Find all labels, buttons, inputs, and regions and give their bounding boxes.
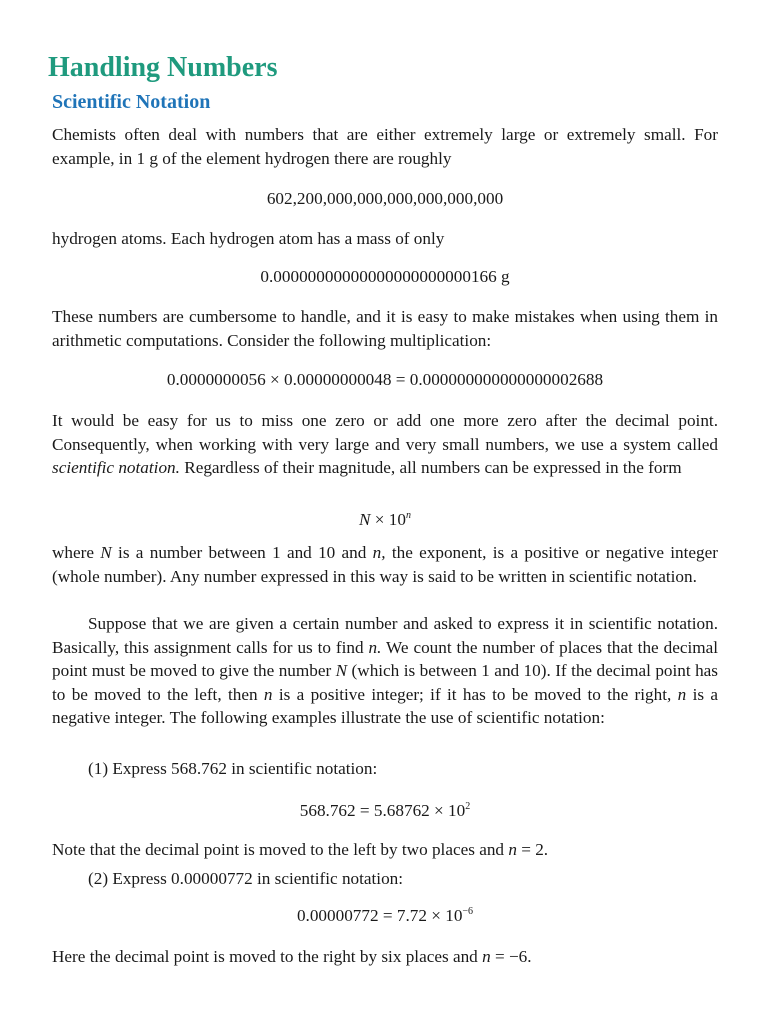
text-run: is a number between 1 and 10 and bbox=[111, 543, 373, 562]
text-run: 568.762 = 5.68762 × 10 bbox=[299, 801, 466, 820]
text-run: = 2. bbox=[516, 840, 549, 859]
variable-n: n bbox=[508, 840, 517, 859]
variable-n: N bbox=[359, 510, 371, 529]
text-run: (which is between 1 and 10). If the decimal point has to be moved to the left, then bbox=[52, 661, 718, 704]
example-1-prompt: (1) Express 568.762 in scientific notation: bbox=[88, 759, 378, 778]
variable-n: n bbox=[263, 684, 273, 704]
paragraph-definition bbox=[52, 541, 718, 588]
note-example-2 bbox=[52, 945, 718, 969]
text-run: Here the decimal point is moved to the right by six places and bbox=[52, 947, 483, 966]
variable-n: N bbox=[100, 543, 112, 562]
equation-general-form bbox=[52, 508, 718, 532]
exponent: 2 bbox=[465, 801, 471, 812]
equation-hydrogen-atoms: 602,200,000,000,000,000,000,000 bbox=[266, 189, 504, 208]
note-example-1 bbox=[52, 838, 718, 862]
paragraph-atom-mass: hydrogen atoms. Each hydrogen atom has a mass of only bbox=[52, 229, 445, 248]
text-run: = −6. bbox=[490, 947, 532, 966]
text-run: We count the number of places that the decimal point must be moved to give the number bbox=[52, 637, 718, 680]
text-run: Suppose that we are given a certain number and asked to express it in scientific notation. Basically, this assignment calls for us to find bbox=[52, 614, 718, 657]
equation-atom-mass: 0.00000000000000000000000166 g bbox=[260, 267, 510, 286]
variable-n: N bbox=[335, 661, 348, 680]
text-run: Note that the decimal point is moved to the left by two places and bbox=[52, 840, 509, 859]
exponent: −6 bbox=[462, 906, 474, 917]
variable-n: n, bbox=[372, 543, 386, 562]
text-run: It would be easy for us to miss one zero or add one more zero after the decimal point. Consequently, when working with very large and very small numbers, we use a system called bbox=[52, 411, 718, 454]
paragraph-cumbersome: These numbers are cumbersome to handle, and it is easy to make mistakes when using them in arithmetic computations. Consider the following multiplication: bbox=[52, 307, 718, 350]
paragraph-procedure bbox=[52, 612, 718, 730]
text-run: the exponent, is a positive or negative integer (whole number). Any number expressed in this way is said to be written in scientific notation. bbox=[52, 543, 718, 586]
term-scientific-notation: scientific notation. bbox=[52, 458, 180, 477]
example-2-prompt: (2) Express 0.00000772 in scientific notation: bbox=[88, 869, 404, 888]
text-run: is a negative integer. The following examples illustrate the use of scientific notation: bbox=[52, 684, 719, 727]
text-run: × 10 bbox=[370, 510, 406, 529]
variable-n: n bbox=[677, 684, 687, 704]
text-run: 0.00000772 = 7.72 × 10 bbox=[296, 906, 463, 925]
text-run: Regardless of their magnitude, all numbers can be expressed in the form bbox=[179, 458, 682, 477]
variable-n: n bbox=[482, 947, 491, 966]
exponent: n bbox=[405, 510, 411, 521]
section-heading: Scientific Notation bbox=[52, 91, 211, 113]
equation-example-2 bbox=[52, 904, 718, 928]
text-run: where bbox=[52, 543, 101, 562]
equation-example-1 bbox=[52, 799, 718, 823]
page-title: Handling Numbers bbox=[48, 52, 278, 83]
paragraph-scientific-notation-intro bbox=[52, 409, 718, 480]
equation-multiplication: 0.0000000056 × 0.00000000048 = 0.000000000000000002688 bbox=[166, 370, 604, 389]
paragraph-intro: Chemists often deal with numbers that are either extremely large or extremely small. For example, in 1 g of the element hydrogen there are roughly bbox=[52, 125, 718, 168]
text-run: is a positive integer; if it has to be moved to the right, bbox=[272, 684, 678, 704]
variable-n: n. bbox=[368, 637, 382, 657]
